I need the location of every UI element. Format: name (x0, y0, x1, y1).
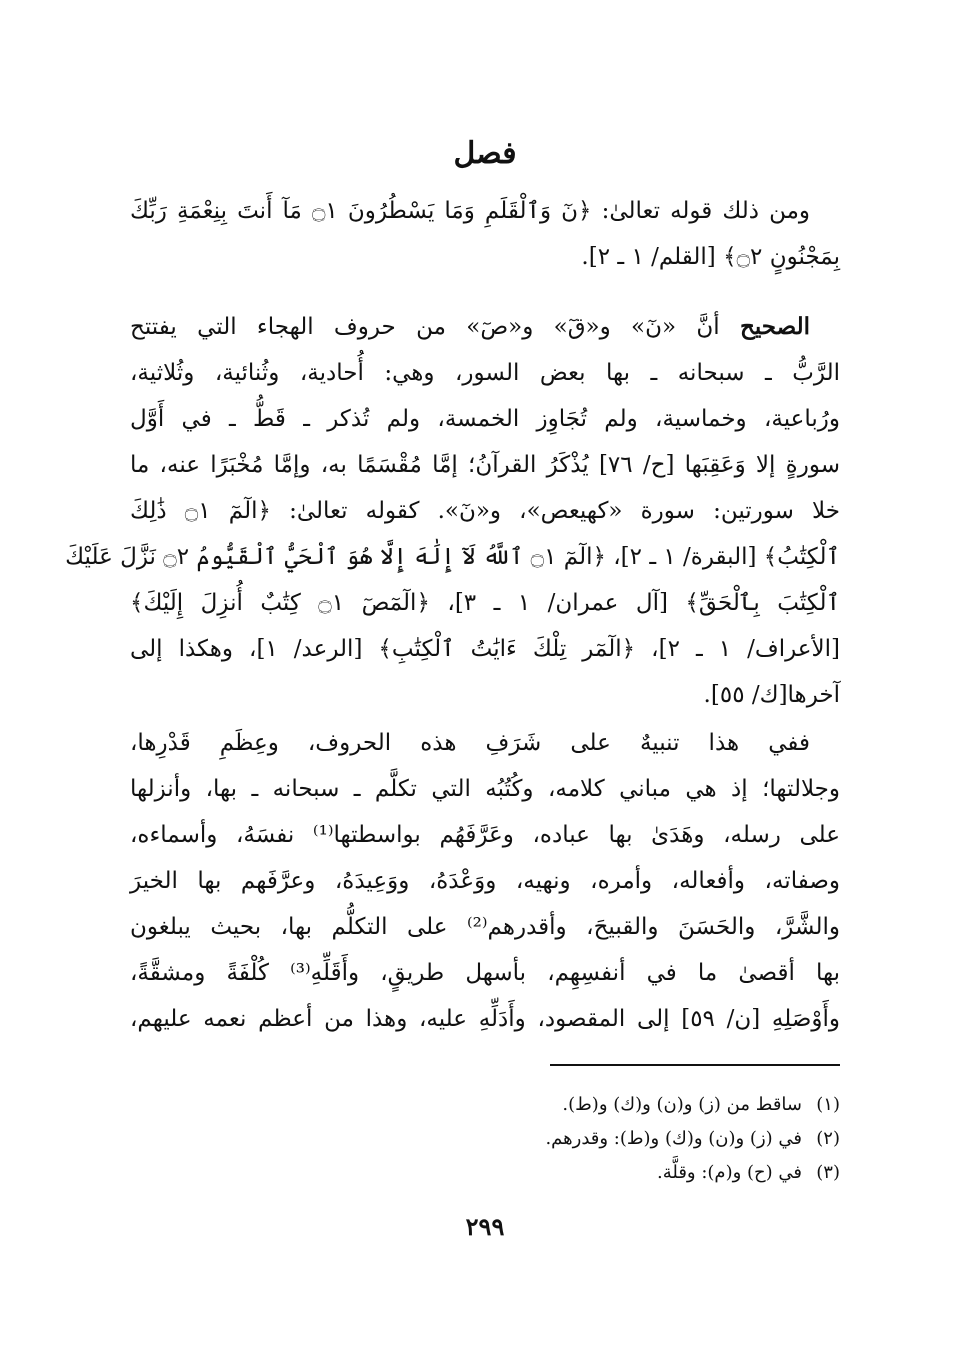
text-line: ومن ذلك قوله تعالىٰ: ﴿نٓ وَٱلْقَلَمِ وَمَا يَسْطُرُونَ ۝١ مَآ أَنتَ بِنِعْمَةِ رَبِّكَ (130, 198, 810, 224)
footnote (657, 1158, 840, 1188)
page (65, 0, 840, 1360)
text-line: ورُباعية، وخماسية، ولم تُجَاوِز الخمسة، ولم تُذكر ـ قَطُّ ـ في أَوَّل (130, 406, 840, 432)
text-line: ٱلْكِتَٰبَ بِٱلْحَقِّ﴾ [آل عمران/ ١ ـ ٣]، ﴿الٓمٓصٓ ۝١ كِتَٰبٌ أُنزِلَ إِلَيْكَ﴾ (130, 590, 840, 616)
footnote (545, 1124, 840, 1154)
text-line: خلا سورتين: سورة «كهيعص»، و«نٓ». كقوله تعالىٰ: ﴿الٓمٓ ۝١ ذَٰلِكَ (130, 498, 840, 524)
text-line: ففي هذا تنبيهٌ على شَرَفِ هذه الحروف، وعِظَمِ قَدْرِها، (130, 730, 810, 756)
footnote-number: (١) (816, 1094, 840, 1115)
text-line: سورةٍ إلا وَعَقِبَها [ح/ ٧٦] يُذْكَرُ القرآنُ؛ إمَّا مُقْسَمًا به، وإمَّا مُخْبَرًا عنه، ما (130, 452, 840, 478)
section-title: فصل (453, 136, 517, 171)
footnote-separator (550, 1064, 840, 1066)
text-line: والشَّرَّ، والحَسَنَ والقبيحَ، وأقدرهم⁽²⁾ على التكلُّم بها، بحيث يبلغون (130, 914, 840, 940)
footnote-number: (٢) (816, 1128, 840, 1149)
paragraph-intro (130, 188, 840, 280)
page-number: ٢٩٩ (465, 1212, 505, 1241)
text-line: بِمَجْنُونٍ ۝٢﴾ [القلم/ ١ ـ ٢]. (581, 244, 840, 270)
text-line: [الأعراف/ ١ ـ ٢]، ﴿الٓمٓر تِلْكَ ءَايَٰتُ ٱلْكِتَٰبِ﴾ [الرعد/ ١]، وهكذا إلى (130, 636, 840, 662)
text-line: وأَوْصَلِهِ [ن/ ٥٩] إلى المقصود، وأَدَلِّهِ عليه، وهذا من أعظم نعمه عليهم، (130, 1006, 840, 1032)
footnote (562, 1090, 840, 1120)
paragraph-significance (130, 720, 840, 1042)
paragraph-letters (65, 304, 840, 718)
text-line: ٱلْكِتَٰبُ﴾ [البقرة/ ١ ـ ٢]، ﴿الٓمٓ ۝١ ٱللَّهُ لَآ إِلَٰهَ إِلَّا هُوَ ٱلْحَيُّ ٱلْقَيُّومُ ۝٢ نَزَّلَ عَلَيْكَ (65, 544, 840, 570)
text-line: على رسله، وهَدَىٰ بها عباده، وعَرَّفَهُم بواسطتها⁽¹⁾ نفسَهُ، وأسماءه، (130, 822, 840, 848)
text-line: وجلالتها؛ إذ هي مباني كلامه، وكُتُبُه التي تكلَّم ـ سبحانه ـ بها، وأنزلها (130, 776, 840, 802)
footnote-text: في (ز) و(ن) و(ك) و(ط): وقدرهم. (545, 1128, 802, 1149)
text-span: أنَّ «نٓ» و«قٓ» و«صٓ» من حروف الهجاء التي يفتتح (130, 314, 741, 340)
lead-word: الصحيح (740, 313, 810, 340)
text-line: الرَّبُّ ـ سبحانه ـ بها بعض السور، وهي: أُحادية، وثُنائية، وثُلاثية، (130, 360, 840, 386)
text-line: وصفاته، وأفعاله، وأمره، ونهيه، ووَعْدَهُ، ووَعِيدَهُ، وعرَّفَهم بها الخيرَ (130, 868, 840, 894)
text-line: آخرها[ك/ ٥٥]. (703, 682, 840, 708)
footnote-number: (٣) (816, 1162, 840, 1183)
text-line: بها أقصىٰ ما في أنفسِهِم، بأسهل طريقٍ، وأَقَلِّهِ⁽³⁾ كُلْفَةً ومشقَّةً، (130, 960, 840, 986)
footnote-text: ساقط من (ز) و(ن) و(ك) و(ط). (562, 1094, 802, 1115)
text-line (130, 304, 840, 350)
footnote-text: في (ح) و(م): وقلَّة. (656, 1162, 802, 1183)
